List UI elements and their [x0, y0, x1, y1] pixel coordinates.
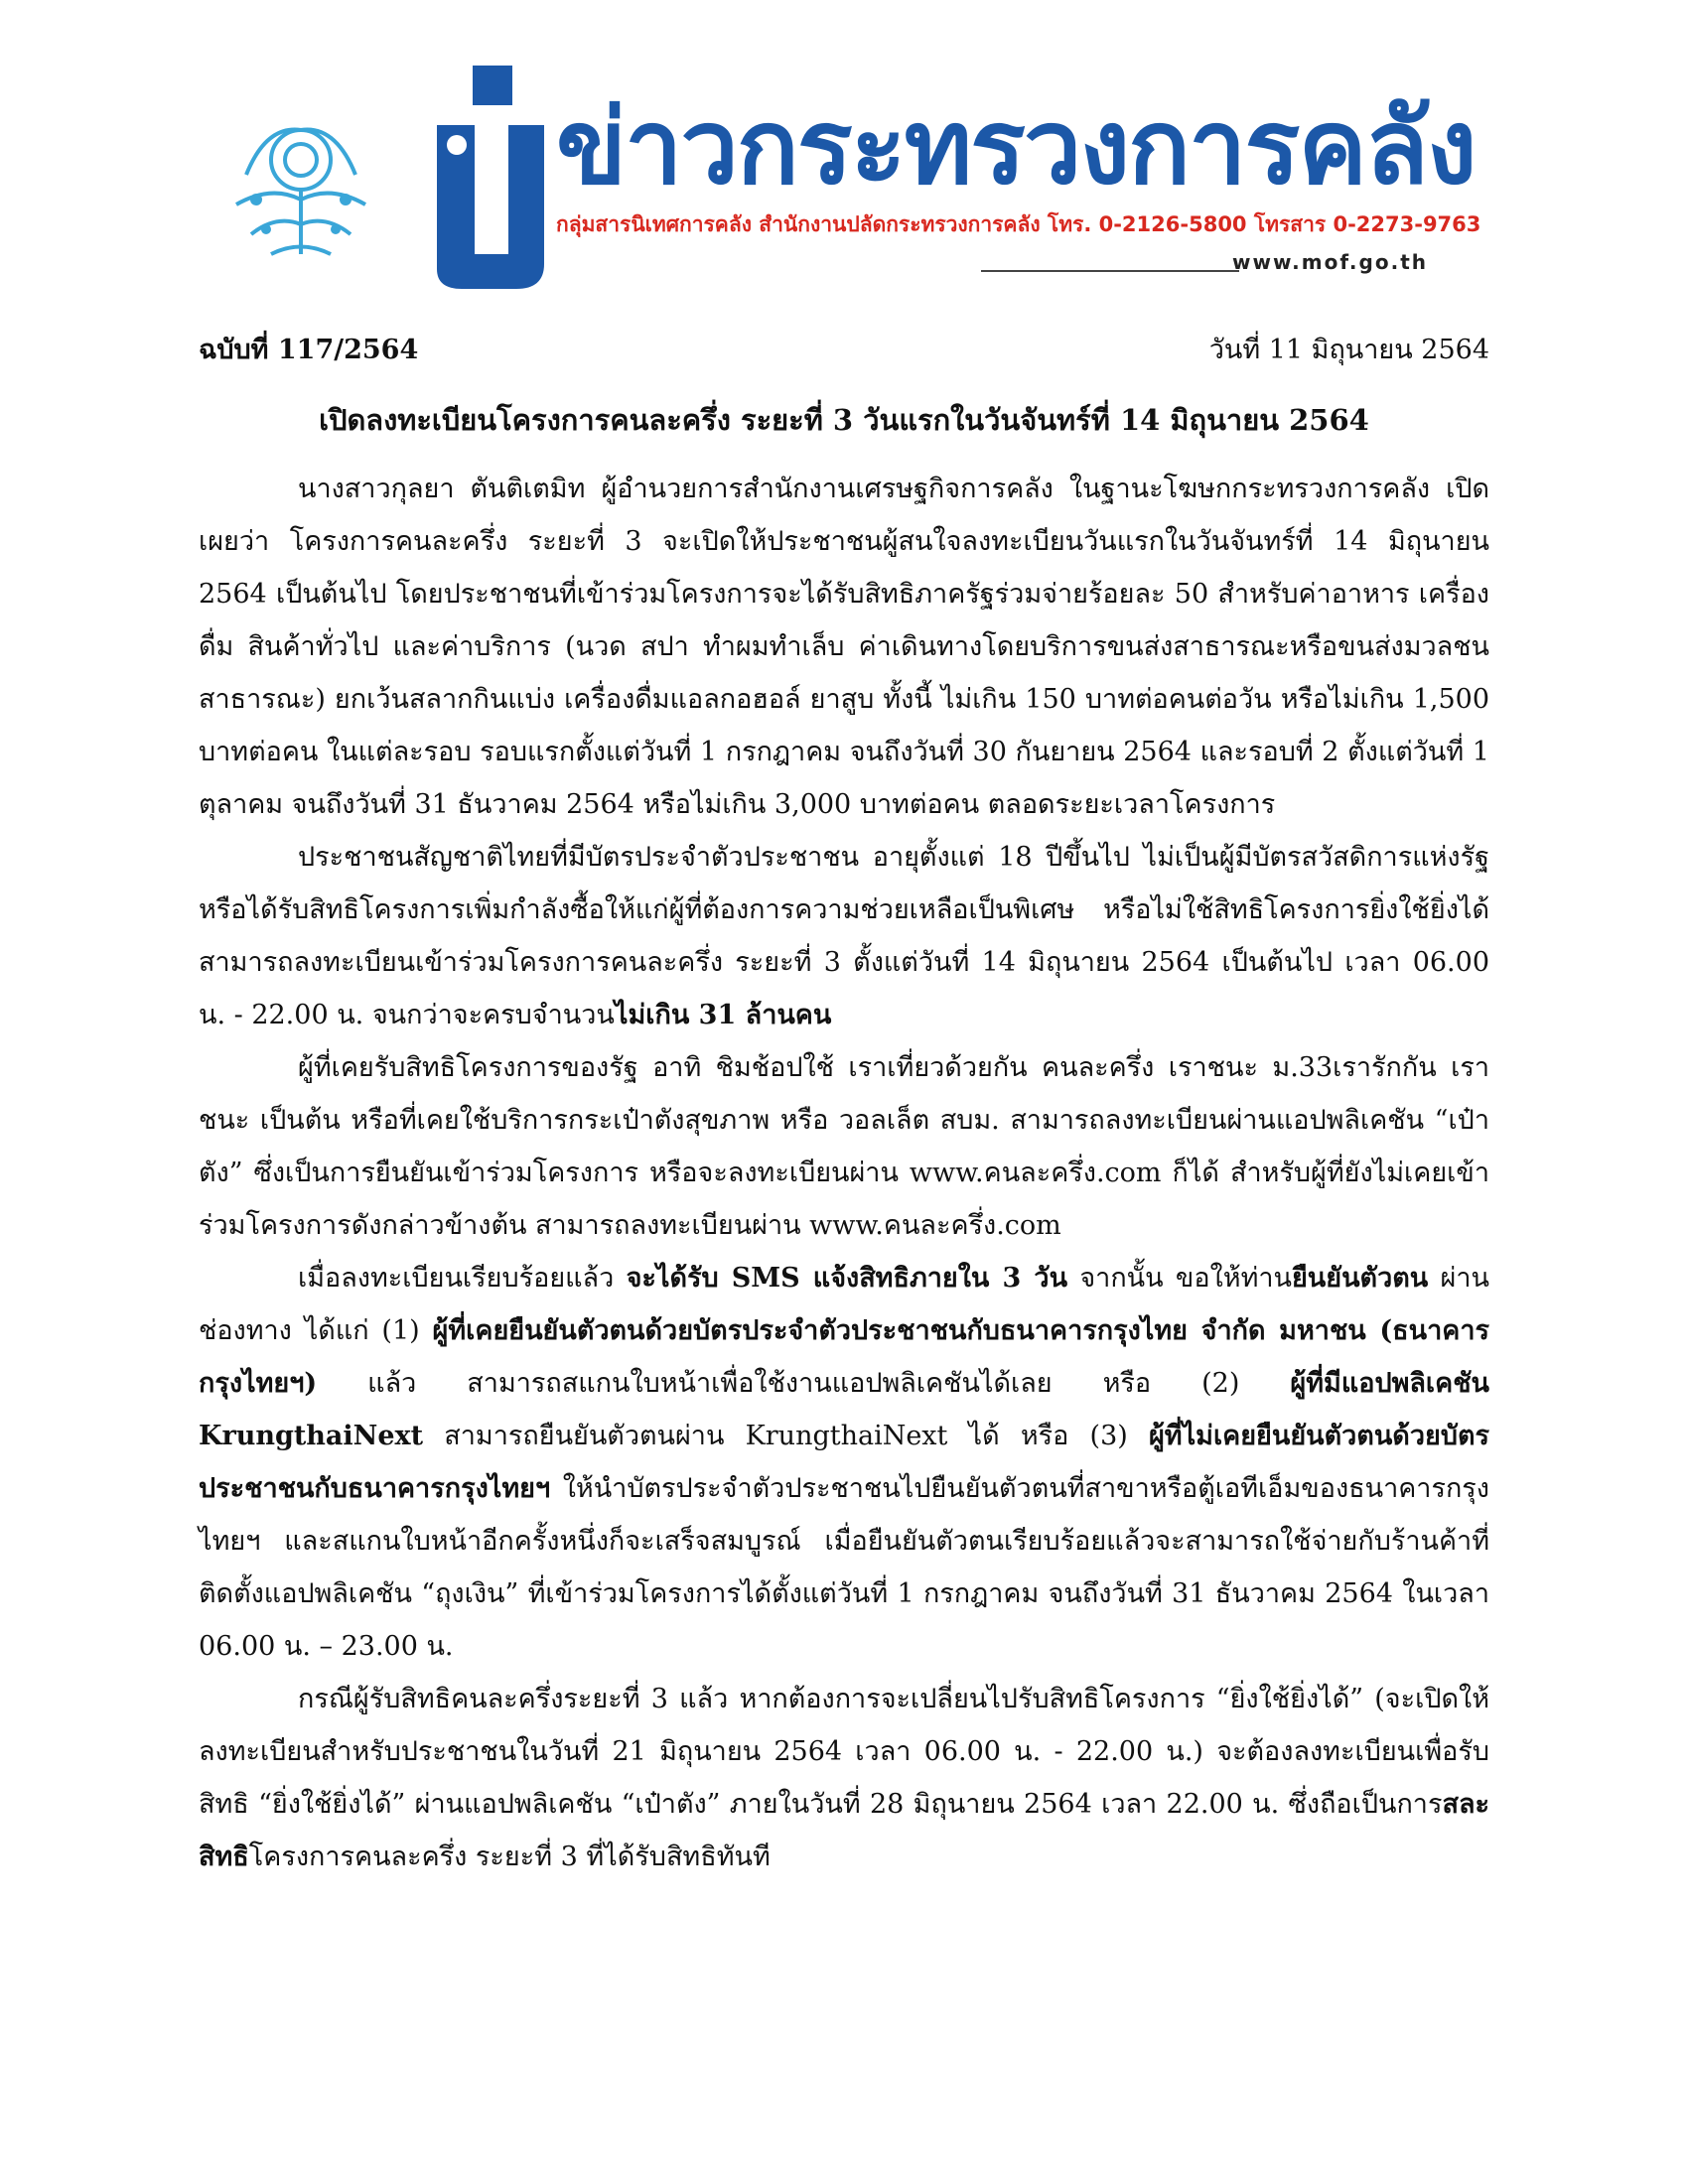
p4-bold-2: ยืนยันตัวตน [1291, 1263, 1429, 1294]
p4-text-6: ให้นำบัตรประจำตัวประชาชนไปยืนยันตัวตนที่สาขาหรือตู้เอทีเอ็มของธนาคารกรุงไทยฯ และสแกนใบหน้าอีกครั้งหนึ่งก็จะเสร็จสมบูรณ์ เมื่อยืนยันตัวตนเรียบร้อยแล้วจะสามารถใช้จ่ายกับร้านค้าที่ติดตั้งแอปพลิเคชัน “ถุงเงิน” ที่เข้าร่วมโครงการได้ตั้งแต่วันที่ 1 กรกฎาคม จนถึงวันที่ 31 ธันวาคม 2564 ในเวลา 06.00 น. – 23.00 น. [199, 1473, 1489, 1662]
masthead-title: ข่าวกระทรวงการคลัง [556, 86, 1476, 207]
p4-text-5: สามารถยืนยันตัวตนผ่าน KrungthaiNext ได้ หรือ (3) [423, 1421, 1149, 1451]
p5-tail: โครงการคนละครึ่ง ระยะที่ 3 ที่ได้รับสิทธิทันที [248, 1842, 771, 1872]
p5-bold: สละสิทธิ [199, 1789, 1489, 1872]
p4-bold-5: ผู้ที่ไม่เคยยืนยันตัวตนด้วยบัตรประชาชนกับธนาคารกรุงไทยฯ [199, 1421, 1489, 1504]
p4-text-3: ผ่านช่องทาง ได้แก่ (1) [199, 1263, 1489, 1346]
release-date: วันที่ 11 มิถุนายน 2564 [1208, 335, 1489, 365]
website-link[interactable]: www.mof.go.th [1232, 250, 1428, 274]
garuda-emblem-icon [226, 105, 375, 264]
p4-text-2: จากนั้น ขอให้ท่าน [1067, 1263, 1292, 1294]
paragraph-3: ผู้ที่เคยรับสิทธิโครงการของรัฐ อาทิ ชิมช้อปใช้ เราเที่ยวด้วยกัน คนละครึ่ง เราชนะ ม.33เรารักกัน เราชนะ เป็นต้น หรือที่เคยใช้บริการกระเป๋าตังสุขภาพ หรือ วอลเล็ต สบม. สามารถลงทะเบียนผ่านแอปพลิเคชัน “เป๋าตัง” ซึ่งเป็นการยืนยันเข้าร่วมโครงการ หรือจะลงทะเบียนผ่าน www.คนละครึ่ง.com ก็ได้ สำหรับผู้ที่ยังไม่เคยเข้าร่วมโครงการดังกล่าวข้างต้น สามารถลงทะเบียนผ่าน www.คนละครึ่ง.com [199, 1052, 1489, 1241]
article-body [199, 463, 1489, 1883]
p4-bold-1: จะได้รับ SMS แจ้งสิทธิภายใน 3 วัน [626, 1263, 1068, 1294]
p4-text-1: เมื่อลงทะเบียนเรียบร้อยแล้ว [298, 1263, 627, 1294]
masthead-contact-line: กลุ่มสารนิเทศการคลัง สำนักงานปลัดกระทรวงการคลัง โทร. 0-2126-5800 โทรสาร 0-2273-9763 [556, 212, 1481, 236]
masthead-large-letter-icon [417, 66, 556, 294]
headline: เปิดลงทะเบียนโครงการคนละครึ่ง ระยะที่ 3 วันแรกในวันจันทร์ที่ 14 มิถุนายน 2564 [319, 403, 1369, 437]
p5-text: กรณีผู้รับสิทธิคนละครึ่งระยะที่ 3 แล้ว หากต้องการจะเปลี่ยนไปรับสิทธิโครงการ “ยิ่งใช้ยิ่งได้” (จะเปิดให้ลงทะเบียนสำหรับประชาชนในวันที่ 21 มิถุนายน 2564 เวลา 06.00 น. - 22.00 น.) จะต้องลงทะเบียนเพื่อรับสิทธิ “ยิ่งใช้ยิ่งได้” ผ่านแอปพลิเคชัน “เป๋าตัง” ภายในวันที่ 28 มิถุนายน 2564 เวลา 22.00 น. ซึ่งถือเป็นการ [199, 1684, 1490, 1820]
masthead [226, 66, 1481, 294]
paragraph-2 [199, 831, 1489, 1041]
paragraph-2-bold: ไม่เกิน 31 ล้านคน [614, 1000, 832, 1030]
paragraph-1: นางสาวกุลยา ตันติเตมิท ผู้อำนวยการสำนักงานเศรษฐกิจการคลัง ในฐานะโฆษกกระทรวงการคลัง เปิดเผยว่า โครงการคนละครึ่ง ระยะที่ 3 จะเปิดให้ประชาชนผู้สนใจลงทะเบียนวันแรกในวันจันทร์ที่ 14 มิถุนายน 2564 เป็นต้นไป โดยประชาชนที่เข้าร่วมโครงการจะได้รับสิทธิภาครัฐร่วมจ่ายร้อยละ 50 สำหรับค่าอาหาร เครื่องดื่ม สินค้าทั่วไป และค่าบริการ (นวด สปา ทำผมทำเล็บ ค่าเดินทางโดยบริการขนส่งสาธารณะหรือขนส่งมวลชนสาธารณะ) ยกเว้นสลากกินแบ่ง เครื่องดื่มแอลกอฮอล์ ยาสูบ ทั้งนี้ ไม่เกิน 150 บาทต่อคนต่อวัน หรือไม่เกิน 1,500 บาทต่อคน ในแต่ละรอบ รอบแรกตั้งแต่วันที่ 1 กรกฎาคม จนถึงวันที่ 30 กันยายน 2564 และรอบที่ 2 ตั้งแต่วันที่ 1 ตุลาคม จนถึงวันที่ 31 ธันวาคม 2564 หรือไม่เกิน 3,000 บาทต่อคน ตลอดระยะเวลาโครงการ [199, 474, 1489, 820]
p4-text-4: แล้ว สามารถสแกนใบหน้าเพื่อใช้งานแอปพลิเคชันได้เลย หรือ (2) [317, 1368, 1291, 1399]
p4-bold-3: ผู้ที่เคยยืนยันตัวตนด้วยบัตรประจำตัวประชาชนกับธนาคารกรุงไทย จำกัด มหาชน (ธนาคารกรุงไทยฯ) [199, 1315, 1489, 1399]
url-underline [981, 270, 1239, 272]
paragraph-4 [199, 1252, 1489, 1673]
paragraph-2-text: ประชาชนสัญชาติไทยที่มีบัตรประจำตัวประชาชน อายุตั้งแต่ 18 ปีขึ้นไป ไม่เป็นผู้มีบัตรสวัสดิการแห่งรัฐ หรือได้รับสิทธิโครงการเพิ่มกำลังซื้อให้แก่ผู้ที่ต้องการความช่วยเหลือเป็นพิเศษ หรือไม่ใช้สิทธิโครงการยิ่งใช้ยิ่งได้ สามารถลงทะเบียนเข้าร่วมโครงการคนละครึ่ง ระยะที่ 3 ตั้งแต่วันที่ 14 มิถุนายน 2564 เป็นต้นไป เวลา 06.00 น. - 22.00 น. จนกว่าจะครบจำนวน [199, 842, 1489, 1030]
paragraph-5 [199, 1673, 1489, 1883]
p4-bold-4: ผู้ที่มีแอปพลิเคชัน KrungthaiNext [199, 1368, 1489, 1451]
issue-number: ฉบับที่ 117/2564 [199, 335, 419, 365]
